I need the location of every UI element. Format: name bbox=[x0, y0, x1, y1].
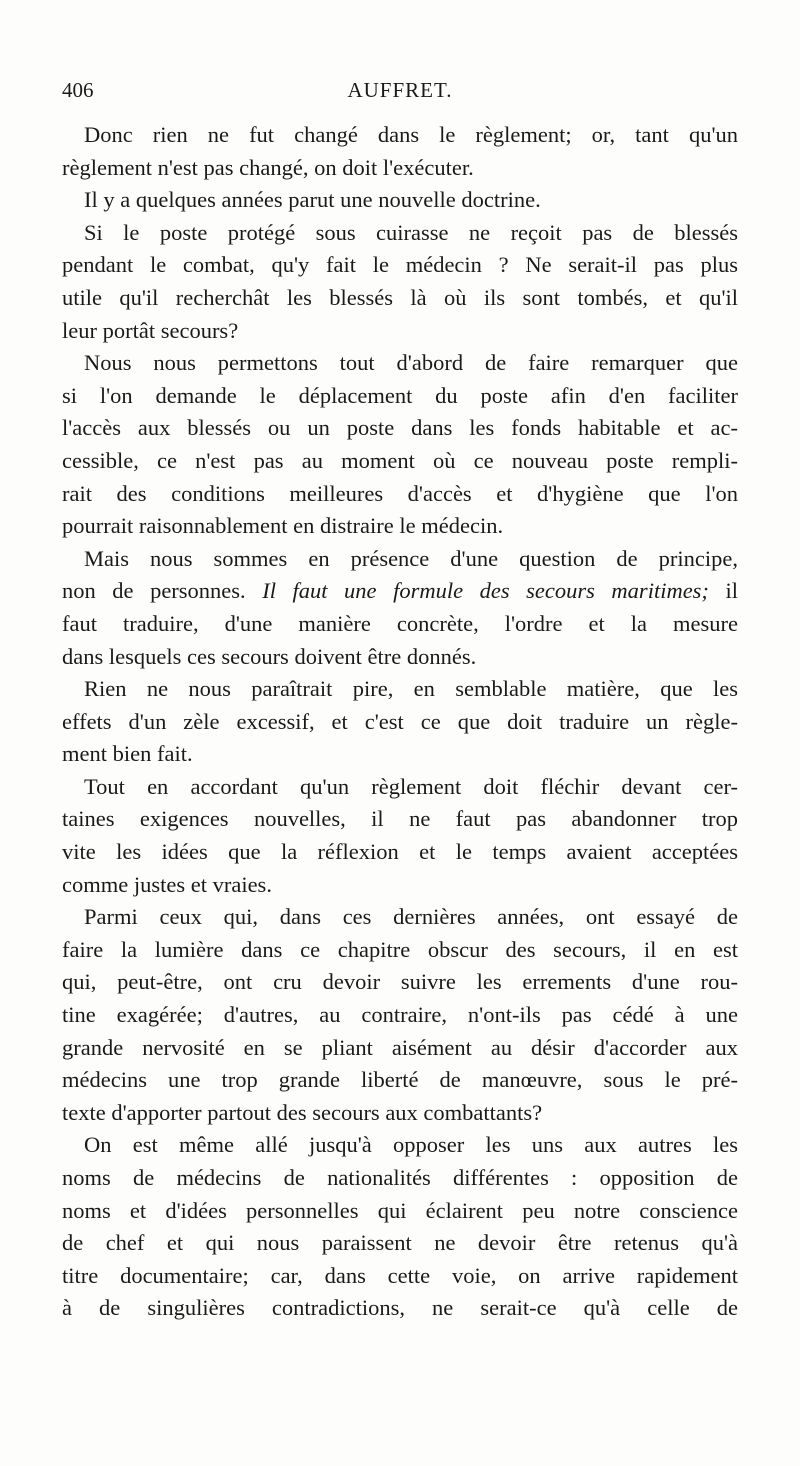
text-line: titre documentaire; car, dans cette voie, on arrive rapidement bbox=[62, 1262, 738, 1288]
text-line: ment bien fait. bbox=[62, 741, 193, 767]
text-segment: il bbox=[708, 578, 738, 604]
text-line: taines exigences nouvelles, il ne faut pas abandonner trop bbox=[62, 806, 738, 832]
page-number: 406 bbox=[62, 78, 94, 102]
text-segment: non de personnes. bbox=[62, 578, 263, 604]
text-line: pourrait raisonnablement en distraire le médecin. bbox=[62, 513, 504, 539]
text-line: Si le poste protégé sous cuirasse ne reçoit pas de blessés bbox=[84, 219, 738, 245]
text-line: Il y a quelques années parut une nouvelle doctrine. bbox=[84, 187, 541, 213]
running-head: AUFFRET. bbox=[347, 78, 453, 102]
text-line: leur portât secours? bbox=[62, 317, 239, 343]
text-line: médecins une trop grande liberté de manœuvre, sous le pré- bbox=[62, 1067, 738, 1093]
text-line: Parmi ceux qui, dans ces dernières années, ont essayé de bbox=[84, 904, 738, 930]
text-line: On est même allé jusqu'à opposer les uns aux autres les bbox=[84, 1132, 738, 1158]
text-line: l'accès aux blessés ou un poste dans les fonds habitable et ac- bbox=[62, 415, 738, 441]
text-line: comme justes et vraies. bbox=[62, 871, 272, 897]
italic-phrase: Il faut une formule des secours maritimes; bbox=[262, 578, 709, 604]
text-line: Rien ne nous paraîtrait pire, en semblable matière, que les bbox=[84, 676, 738, 702]
text-line: de chef et qui nous paraissent ne devoir être retenus qu'à bbox=[62, 1230, 738, 1256]
text-line: à de singulières contradictions, ne serait-ce qu'à celle de bbox=[62, 1295, 738, 1321]
text-line: tine exagérée; d'autres, au contraire, n'ont-ils pas cédé à une bbox=[62, 1002, 738, 1028]
text-line: texte d'apporter partout des secours aux combattants? bbox=[62, 1099, 543, 1125]
text-line: noms de médecins de nationalités différentes : opposition de bbox=[62, 1165, 738, 1190]
text-line: faut traduire, d'une manière concrète, l'ordre et la mesure bbox=[62, 610, 738, 636]
body-text bbox=[62, 119, 738, 1325]
text-line bbox=[62, 575, 738, 608]
text-line: rait des conditions meilleures d'accès et d'hygiène que l'on bbox=[62, 480, 738, 506]
text-line: vite les idées que la réflexion et le temps avaient acceptées bbox=[62, 839, 738, 865]
text-line: cessible, ce n'est pas au moment où ce nouveau poste rempli- bbox=[62, 447, 738, 473]
text-line: grande nervosité en se pliant aisément au désir d'accorder aux bbox=[62, 1034, 738, 1060]
text-line: si l'on demande le déplacement du poste afin d'en faciliter bbox=[62, 382, 738, 408]
text-line: dans lesquels ces secours doivent être donnés. bbox=[62, 643, 477, 669]
text-line: utile qu'il recherchât les blessés là où ils sont tombés, et qu'il bbox=[62, 284, 738, 310]
text-line: qui, peut-être, ont cru devoir suivre les errements d'une rou- bbox=[62, 969, 738, 995]
text-line: Tout en accordant qu'un règlement doit fléchir devant cer- bbox=[84, 773, 738, 799]
text-line: Mais nous sommes en présence d'une question de principe, bbox=[84, 545, 738, 571]
text-line: noms et d'idées personnelles qui éclairent peu notre conscience bbox=[62, 1197, 738, 1223]
text-line: Donc rien ne fut changé dans le règlement; or, tant qu'un bbox=[84, 122, 738, 147]
text-line: règlement n'est pas changé, on doit l'exécuter. bbox=[62, 154, 474, 180]
text-line: pendant le combat, qu'y fait le médecin ? Ne serait-il pas plus bbox=[62, 252, 738, 278]
text-line: Nous nous permettons tout d'abord de faire remarquer que bbox=[84, 350, 738, 376]
text-line: effets d'un zèle excessif, et c'est ce que doit traduire un règle- bbox=[62, 708, 738, 734]
text-line: faire la lumière dans ce chapitre obscur des secours, il en est bbox=[62, 936, 738, 962]
page-header bbox=[62, 78, 738, 108]
